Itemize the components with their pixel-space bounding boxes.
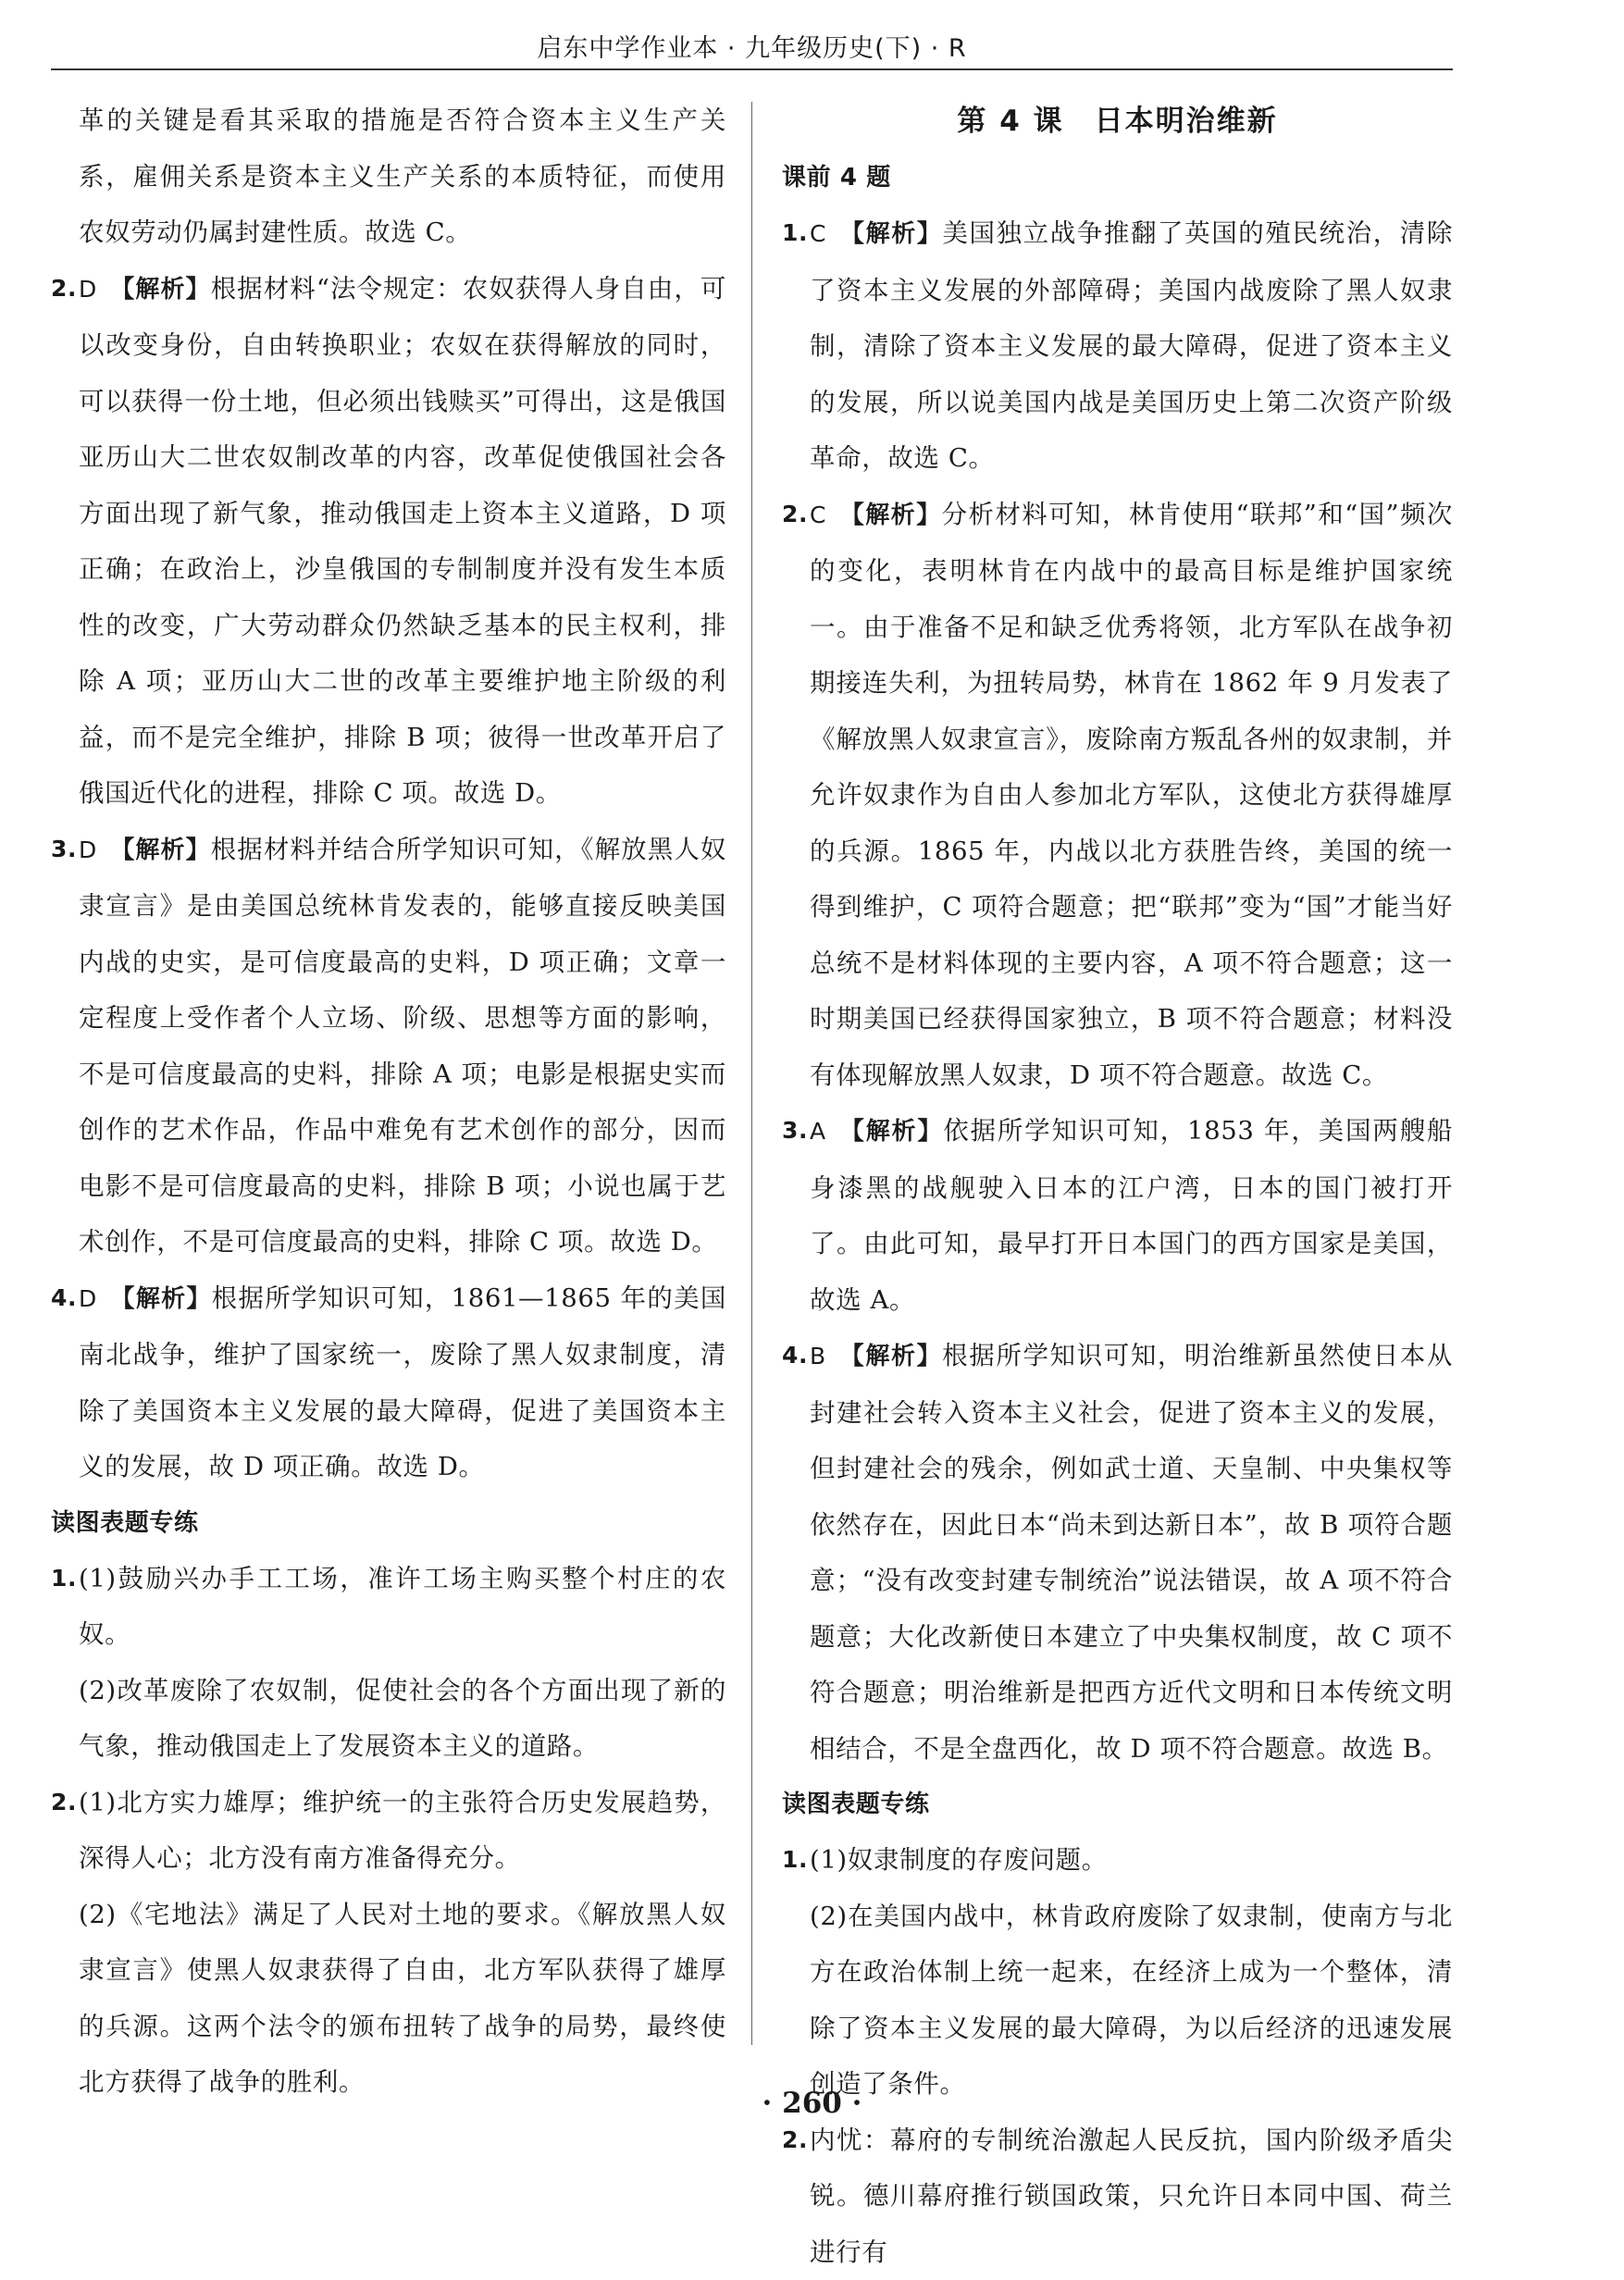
analysis-text: 依据所学知识可知，1853 年，美国两艘船身漆黑的战舰驶入日本的江户湾，日本的国门被打开了。由此可知，最早打开日本国门的西方国家是美国，故选 A。 [810, 1116, 1453, 1315]
page-header: 启东中学作业本 · 九年级历史(下) · R [51, 33, 1453, 65]
analysis-tag: 【解析】 [839, 1343, 942, 1370]
analysis-tag: 【解析】 [110, 836, 211, 864]
continuation-text: 革的关键是看其采取的措施是否符合资本主义生产关系，雇佣关系是资本主义生产关系的本质特征，而使用农奴劳动仍属封建性质。故选 C。 [51, 93, 726, 261]
analysis-tag: 【解析】 [839, 502, 941, 529]
section-heading: 读图表题专练 [51, 1495, 726, 1551]
answer-letter: D [79, 276, 97, 303]
analysis-text: 根据所学知识可知，明治维新虽然使日本从封建社会转入资本主义社会，促进了资本主义的发展，但封建社会的残余，例如武士道、天皇制、中央集权等依然存在，因此日本“尚未到达新日本”，故 B 项符合题意；“没有改变封建专制统治”说法错误，故 A 项不符合题意；大化改新使日本建立了中央集权制度，故 C 项不符合题意；明治维新是把西方近代文明和日本传统文明相结合，不是全盘西化，故 D 项不符合题意。故选 B。 [810, 1341, 1453, 1764]
header-divider [51, 68, 1453, 70]
page-number: · 260 · [0, 2087, 1624, 2120]
analysis-tag: 【解析】 [110, 1285, 212, 1313]
item-number: 3. [782, 1103, 808, 1159]
item-number: 2. [51, 261, 77, 317]
answer-item [782, 1103, 1453, 1328]
right-column [782, 93, 1453, 2280]
section-heading: 读图表题专练 [782, 1777, 1453, 1832]
answer-letter: D [79, 836, 97, 863]
left-column [51, 93, 726, 2111]
answer-item [51, 822, 726, 1270]
item-number: 1. [51, 1551, 77, 1607]
practice-item [51, 1551, 726, 1775]
answer-letter: C [810, 220, 826, 247]
practice-item [782, 1832, 1453, 2113]
analysis-text: 分析材料可知，林肯使用“联邦”和“国”频次的变化，表明林肯在内战中的最高目标是维护国家统一。由于准备不足和缺乏优秀将领，北方军队在战争初期接连失利，为扭转局势，林肯在 1862 年 9 月发表了《解放黑人奴隶宣言》，废除南方叛乱各州的奴隶制，并允许奴隶作为自由人参加北方军队，这使北方获得雄厚的兵源。1865 年，内战以北方获胜告终，美国的统一得到维护，C 项符合题意；把“联邦”变为“国”才能当好总统不是材料体现的主要内容，A 项不符合题意；这一时期美国已经获得国家独立，B 项不符合题意；材料没有体现解放黑人奴隶，D 项不符合题意。故选 C。 [810, 500, 1453, 1090]
practice-line: (1)奴隶制度的存废问题。 [810, 1832, 1453, 1889]
item-number: 2. [782, 487, 808, 543]
answer-item [782, 487, 1453, 1104]
section-heading: 课前 4 题 [782, 150, 1453, 205]
answer-letter: A [810, 1118, 826, 1145]
answer-letter: B [810, 1343, 826, 1369]
practice-line: (2)在美国内战中，林肯政府废除了奴隶制，使南方与北方在政治体制上统一起来，在经济上成为一个整体，清除了资本主义发展的最大障碍，为以后经济的迅速发展创造了条件。 [810, 1889, 1453, 2113]
item-number: 4. [51, 1270, 77, 1327]
practice-item [782, 2113, 1453, 2280]
item-number: 3. [51, 822, 77, 878]
answer-letter: D [79, 1285, 97, 1312]
analysis-text: 根据所学知识可知，1861—1865 年的美国南北战争，维护了国家统一，废除了黑人奴隶制度，清除了美国资本主义发展的最大障碍，促进了美国资本主义的发展，故 D 项正确。故选 D。 [79, 1283, 726, 1482]
column-divider [751, 102, 752, 2045]
analysis-tag: 【解析】 [839, 1118, 944, 1146]
analysis-tag: 【解析】 [110, 276, 211, 304]
practice-line: (2)改革废除了农奴制，促使社会的各个方面出现了新的气象，推动俄国走上了发展资本主义的道路。 [79, 1663, 726, 1775]
answer-item [51, 261, 726, 822]
answer-letter: C [810, 502, 826, 528]
item-number: 2. [51, 1775, 77, 1831]
practice-line: 内忧：幕府的专制统治激起人民反抗，国内阶级矛盾尖锐。德川幕府推行锁国政策，只允许日本同中国、荷兰进行有 [810, 2113, 1453, 2280]
analysis-text: 根据材料“法令规定：农奴获得人身自由，可以改变身份，自由转换职业；农奴在获得解放的同时，可以获得一份土地，但必须出钱赎买”可得出，这是俄国亚历山大二世农奴制改革的内容，改革促使俄国社会各方面出现了新气象，推动俄国走上资本主义道路，D 项正确；在政治上，沙皇俄国的专制制度并没有发生本质性的改变，广大劳动群众仍然缺乏基本的民主权利，排除 A 项；亚历山大二世的改革主要维护地主阶级的利益，而不是完全维护，排除 B 项；彼得一世改革开启了俄国近代化的进程，排除 C 项。故选 D。 [79, 274, 726, 809]
practice-line: (2)《宅地法》满足了人民对土地的要求。《解放黑人奴隶宣言》使黑人奴隶获得了自由，北方军队获得了雄厚的兵源。这两个法令的颁布扭转了战争的局势，最终使北方获得了战争的胜利。 [79, 1887, 726, 2111]
analysis-text: 美国独立战争推翻了英国的殖民统治，清除了资本主义发展的外部障碍；美国内战废除了黑人奴隶制，清除了资本主义发展的最大障碍，促进了资本主义的发展，所以说美国内战是美国历史上第二次资产阶级革命，故选 C。 [810, 218, 1453, 473]
item-number: 1. [782, 205, 808, 262]
answer-item [782, 205, 1453, 487]
item-number: 4. [782, 1328, 808, 1384]
lesson-title: 第 4 课 日本明治维新 [782, 93, 1453, 150]
practice-line: (1)鼓励兴办手工工场，准许工场主购买整个村庄的农奴。 [79, 1551, 726, 1663]
practice-line: (1)北方实力雄厚；维护统一的主张符合历史发展趋势，深得人心；北方没有南方准备得充分。 [79, 1775, 726, 1887]
practice-item [51, 1775, 726, 2111]
item-number: 1. [782, 1832, 808, 1889]
analysis-text: 根据材料并结合所学知识可知，《解放黑人奴隶宣言》是由美国总统林肯发表的，能够直接反映美国内战的史实，是可信度最高的史料，D 项正确；文章一定程度上受作者个人立场、阶级、思想等方面的影响，不是可信度最高的史料，排除 A 项；电影是根据史实而创作的艺术作品，作品中难免有艺术创作的部分，因而电影不是可信度最高的史料，排除 B 项；小说也属于艺术创作，不是可信度最高的史料，排除 C 项。故选 D。 [79, 835, 726, 1258]
item-number: 2. [782, 2113, 808, 2169]
analysis-tag: 【解析】 [839, 220, 942, 248]
answer-item [51, 1270, 726, 1495]
answer-item [782, 1328, 1453, 1777]
